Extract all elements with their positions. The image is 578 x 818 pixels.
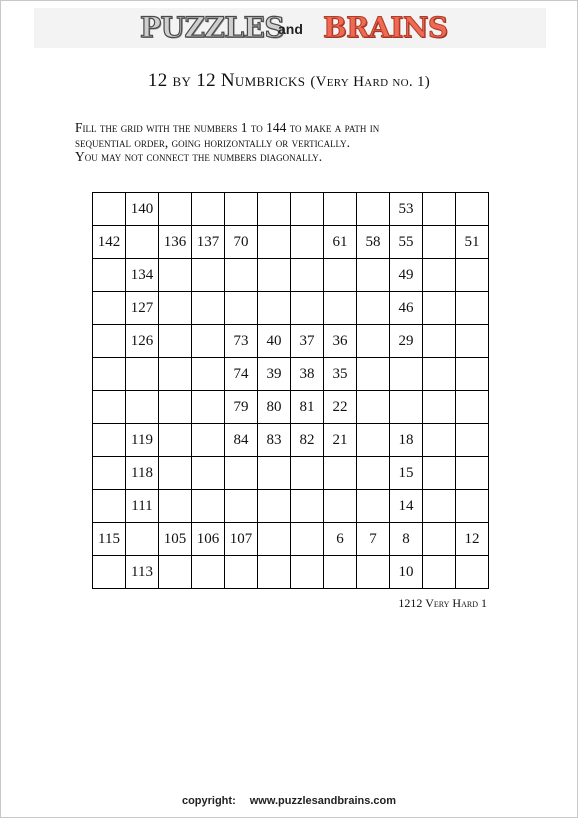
- grid-cell[interactable]: 79: [225, 391, 258, 424]
- grid-cell[interactable]: [291, 523, 324, 556]
- grid-cell[interactable]: [93, 358, 126, 391]
- grid-cell[interactable]: 37: [291, 325, 324, 358]
- grid-cell[interactable]: [159, 193, 192, 226]
- grid-cell[interactable]: [159, 424, 192, 457]
- grid-cell[interactable]: [258, 556, 291, 589]
- grid-cell[interactable]: [93, 457, 126, 490]
- grid-cell[interactable]: [423, 457, 456, 490]
- grid-cell[interactable]: [456, 259, 489, 292]
- title-main: 12 by 12 Numbricks: [147, 70, 306, 91]
- grid-cell[interactable]: 22: [324, 391, 357, 424]
- grid-cell[interactable]: [324, 193, 357, 226]
- copyright-label: copyright:: [181, 795, 236, 807]
- grid-cell[interactable]: [192, 391, 225, 424]
- grid-cell[interactable]: [291, 490, 324, 523]
- grid-cell[interactable]: [357, 490, 390, 523]
- grid-cell[interactable]: 119: [126, 424, 159, 457]
- grid-cell[interactable]: [423, 358, 456, 391]
- grid-cell[interactable]: [423, 193, 456, 226]
- grid-cell[interactable]: [192, 358, 225, 391]
- grid-cell[interactable]: [423, 556, 456, 589]
- instruction-line: You may not connect the numbers diagonally.: [75, 149, 323, 164]
- grid-cell[interactable]: [456, 391, 489, 424]
- grid-cell[interactable]: [93, 490, 126, 523]
- grid-cell[interactable]: 35: [324, 358, 357, 391]
- grid-cell[interactable]: 46: [390, 292, 423, 325]
- grid-cell[interactable]: 14: [390, 490, 423, 523]
- copyright-url: www.puzzlesandbrains.com: [249, 795, 397, 807]
- grid-cell[interactable]: [423, 391, 456, 424]
- grid-cell[interactable]: [390, 358, 423, 391]
- grid-cell[interactable]: [225, 556, 258, 589]
- grid-cell[interactable]: [357, 556, 390, 589]
- grid-cell[interactable]: [93, 556, 126, 589]
- grid-cell[interactable]: [291, 292, 324, 325]
- grid-cell[interactable]: [192, 325, 225, 358]
- grid-cell[interactable]: [456, 292, 489, 325]
- grid-cell[interactable]: [423, 424, 456, 457]
- grid-cell[interactable]: [126, 391, 159, 424]
- grid-cell[interactable]: [192, 259, 225, 292]
- grid-cell[interactable]: 106: [192, 523, 225, 556]
- grid-cell[interactable]: [324, 259, 357, 292]
- grid-cell[interactable]: [159, 556, 192, 589]
- grid-cell[interactable]: [225, 490, 258, 523]
- grid-cell[interactable]: [357, 358, 390, 391]
- grid-cell[interactable]: 105: [159, 523, 192, 556]
- grid-cell[interactable]: [423, 325, 456, 358]
- grid-cell[interactable]: 18: [390, 424, 423, 457]
- logo-puzzles: PUZZLES: [140, 11, 285, 44]
- grid-cell[interactable]: [423, 490, 456, 523]
- grid-cell[interactable]: [357, 325, 390, 358]
- grid-cell[interactable]: [93, 325, 126, 358]
- puzzle-id: 1212 Very Hard 1: [398, 596, 487, 610]
- grid-cell[interactable]: [291, 193, 324, 226]
- grid-cell[interactable]: 6: [324, 523, 357, 556]
- grid-cell[interactable]: [291, 226, 324, 259]
- grid-cell[interactable]: [291, 457, 324, 490]
- grid-cell[interactable]: [423, 523, 456, 556]
- grid-cell[interactable]: [258, 292, 291, 325]
- logo-brains: BRAINS: [323, 11, 448, 44]
- grid-cell[interactable]: [159, 490, 192, 523]
- grid-cell[interactable]: [258, 457, 291, 490]
- grid-cell[interactable]: [93, 259, 126, 292]
- grid-cell[interactable]: [192, 490, 225, 523]
- grid-cell[interactable]: 51: [456, 226, 489, 259]
- grid-cell[interactable]: [456, 556, 489, 589]
- grid-cell[interactable]: 84: [225, 424, 258, 457]
- grid-cell[interactable]: 7: [357, 523, 390, 556]
- grid-cell[interactable]: [324, 490, 357, 523]
- grid-cell[interactable]: 38: [291, 358, 324, 391]
- grid-cell[interactable]: 81: [291, 391, 324, 424]
- grid-cell[interactable]: [192, 292, 225, 325]
- grid-cell[interactable]: [291, 556, 324, 589]
- grid-cell[interactable]: 58: [357, 226, 390, 259]
- grid-cell[interactable]: [126, 358, 159, 391]
- grid-cell[interactable]: [324, 556, 357, 589]
- grid-cell[interactable]: 118: [126, 457, 159, 490]
- grid-cell[interactable]: 126: [126, 325, 159, 358]
- grid-cell[interactable]: [159, 457, 192, 490]
- grid-cell[interactable]: 61: [324, 226, 357, 259]
- grid-cell[interactable]: 137: [192, 226, 225, 259]
- grid-cell[interactable]: [357, 424, 390, 457]
- grid-cell[interactable]: [456, 325, 489, 358]
- grid-cell[interactable]: [159, 358, 192, 391]
- grid-cell[interactable]: [258, 259, 291, 292]
- grid-cell[interactable]: 70: [225, 226, 258, 259]
- page-title: [0, 70, 578, 92]
- grid-cell[interactable]: 39: [258, 358, 291, 391]
- grid-cell[interactable]: 21: [324, 424, 357, 457]
- grid-cell[interactable]: [291, 259, 324, 292]
- grid-cell[interactable]: [258, 523, 291, 556]
- grid-cell[interactable]: [159, 259, 192, 292]
- grid-cell[interactable]: [258, 490, 291, 523]
- grid-cell[interactable]: [423, 259, 456, 292]
- grid-cell[interactable]: [192, 457, 225, 490]
- grid-cell[interactable]: 127: [126, 292, 159, 325]
- grid-cell[interactable]: [456, 457, 489, 490]
- grid-cell[interactable]: [456, 358, 489, 391]
- grid-cell[interactable]: [423, 226, 456, 259]
- grid-cell[interactable]: [456, 424, 489, 457]
- grid-cell[interactable]: [93, 424, 126, 457]
- grid-cell[interactable]: [423, 292, 456, 325]
- grid-cell[interactable]: 15: [390, 457, 423, 490]
- grid-cell[interactable]: [258, 226, 291, 259]
- grid-cell[interactable]: [357, 457, 390, 490]
- title-sub: (Very Hard no. 1): [310, 74, 431, 90]
- puzzle-grid: [92, 192, 489, 589]
- grid-cell[interactable]: 111: [126, 490, 159, 523]
- grid-cell[interactable]: [159, 325, 192, 358]
- grid-cell[interactable]: 40: [258, 325, 291, 358]
- grid-cell[interactable]: 36: [324, 325, 357, 358]
- instruction-line: sequential order, going horizontally or vertically.: [75, 134, 351, 150]
- grid-cell[interactable]: [357, 259, 390, 292]
- grid-cell[interactable]: [357, 391, 390, 424]
- grid-cell[interactable]: 140: [126, 193, 159, 226]
- grid-cell[interactable]: [258, 193, 291, 226]
- grid-cell[interactable]: [225, 193, 258, 226]
- grid-cell[interactable]: [93, 391, 126, 424]
- copyright-footer: [0, 795, 578, 807]
- grid-cell[interactable]: 113: [126, 556, 159, 589]
- grid-cell[interactable]: [192, 424, 225, 457]
- logo-and: and: [278, 21, 303, 37]
- grid-cell[interactable]: 53: [390, 193, 423, 226]
- grid-cell[interactable]: 142: [93, 226, 126, 259]
- grid-cell[interactable]: 80: [258, 391, 291, 424]
- grid-cell[interactable]: [159, 292, 192, 325]
- grid-cell[interactable]: [225, 259, 258, 292]
- instruction-line: Fill the grid with the numbers 1 to 144 to make a path in: [75, 120, 380, 135]
- grid-cell[interactable]: 74: [225, 358, 258, 391]
- grid-cell[interactable]: 73: [225, 325, 258, 358]
- grid-cell[interactable]: [357, 193, 390, 226]
- grid-cell[interactable]: [192, 193, 225, 226]
- grid-cell[interactable]: [390, 391, 423, 424]
- grid-cell[interactable]: 107: [225, 523, 258, 556]
- grid-cell[interactable]: [324, 292, 357, 325]
- grid-cell[interactable]: [93, 193, 126, 226]
- grid-cell[interactable]: [192, 556, 225, 589]
- grid-cell[interactable]: 83: [258, 424, 291, 457]
- grid-cell[interactable]: 49: [390, 259, 423, 292]
- grid-cell[interactable]: 10: [390, 556, 423, 589]
- grid-cell[interactable]: [357, 292, 390, 325]
- grid-cell[interactable]: 12: [456, 523, 489, 556]
- grid-cell[interactable]: [126, 523, 159, 556]
- grid-cell[interactable]: [324, 457, 357, 490]
- grid-cell[interactable]: 29: [390, 325, 423, 358]
- grid-cell[interactable]: [225, 292, 258, 325]
- instructions: [75, 121, 535, 165]
- grid-cell[interactable]: 115: [93, 523, 126, 556]
- grid-cell[interactable]: [159, 391, 192, 424]
- grid-cell[interactable]: [456, 193, 489, 226]
- grid-cell[interactable]: 82: [291, 424, 324, 457]
- grid-cell[interactable]: [93, 292, 126, 325]
- grid-cell[interactable]: [456, 490, 489, 523]
- grid-cell[interactable]: [126, 226, 159, 259]
- grid-cell[interactable]: 136: [159, 226, 192, 259]
- grid-cell[interactable]: 134: [126, 259, 159, 292]
- grid-cell[interactable]: 8: [390, 523, 423, 556]
- grid-cell[interactable]: [225, 457, 258, 490]
- grid-cell[interactable]: 55: [390, 226, 423, 259]
